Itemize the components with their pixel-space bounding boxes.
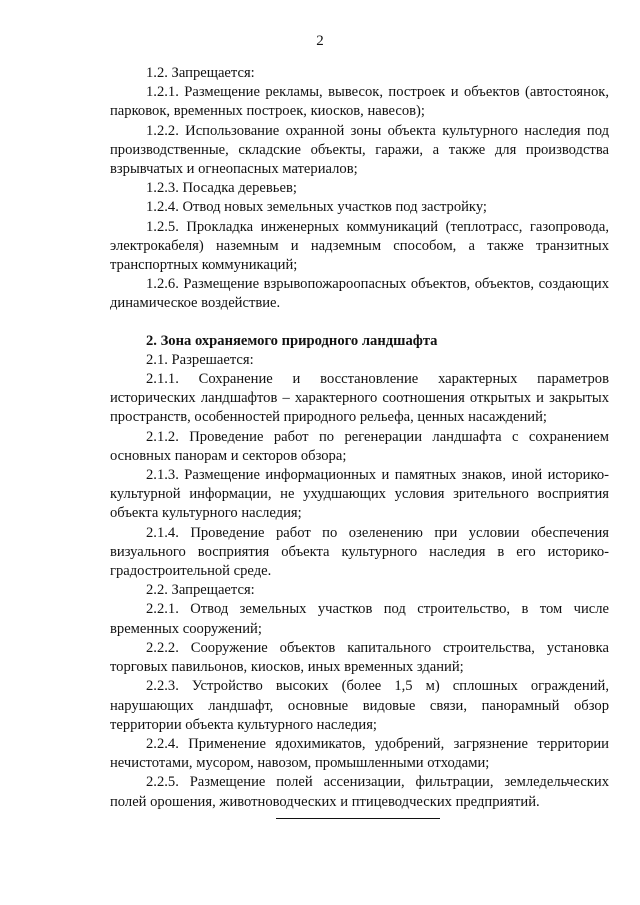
document-body	[110, 64, 609, 812]
clause-1-2-1: 1.2.1. Размещение рекламы, вывесок, построек и объектов (автостоянок, парковок, временных построек, киосков, навесов);	[110, 84, 609, 120]
section-2-heading: 2. Зона охраняемого природного ландшафта	[146, 332, 438, 349]
page-number: 2	[316, 33, 324, 49]
clause-1-2: 1.2. Запрещается:	[146, 65, 255, 81]
end-divider-line	[276, 818, 440, 819]
clause-2-1: 2.1. Разрешается:	[146, 351, 254, 368]
clause-2-2-1: 2.2.1. Отвод земельных участков под строительство, в том числе временных сооружений;	[110, 601, 609, 637]
clause-2-2-5: 2.2.5. Размещение полей ассенизации, фильтрации, земледельческих полей орошения, животноводческих и птицеводческих предприятий.	[110, 774, 609, 810]
clause-2-1-1: 2.1.1. Сохранение и восстановление характерных параметров исторических ландшафтов – характерного соотношения открытых и закрытых пространств, особенностей природного рельефа, ценных насаждений;	[110, 371, 609, 426]
clause-1-2-2: 1.2.2. Использование охранной зоны объекта культурного наследия под производственные, складские объекты, гаражи, а также для производства взрывчатых и огнеопасных материалов;	[110, 122, 609, 178]
clause-1-2-3: 1.2.3. Посадка деревьев;	[146, 180, 297, 197]
clause-2-2-4: 2.2.4. Применение ядохимикатов, удобрений, загрязнение территории нечистотами, мусором, навозом, промышленными отходами;	[110, 735, 609, 772]
clause-2-2-3: 2.2.3. Устройство высоких (более 1,5 м) сплошных ограждений, нарушающих ландшафт, основные видовые связи, панорамный обзор территории объекта культурного наследия;	[110, 678, 609, 733]
clause-2-1-3: 2.1.3. Размещение информационных и памятных знаков, иной историко-культурной информации, не ухудшающих условия зрительного восприятия объекта культурного наследия;	[110, 467, 609, 522]
clause-2-1-2: 2.1.2. Проведение работ по регенерации ландшафта с сохранением основных панорам и секторов обзора;	[110, 428, 609, 464]
clause-1-2-6: 1.2.6. Размещение взрывопожароопасных объектов, объектов, создающих динамическое воздействие.	[110, 276, 609, 312]
clause-1-2-4: 1.2.4. Отвод новых земельных участков под застройку;	[146, 199, 487, 216]
clause-2-1-4: 2.1.4. Проведение работ по озеленению при условии обеспечения визуального восприятия объекта культурного наследия в его историко-градостроительной среде.	[110, 524, 609, 580]
clause-2-2-2: 2.2.2. Сооружение объектов капитального строительства, установка торговых павильонов, киосков, иных временных зданий;	[110, 639, 609, 676]
clause-1-2-5: 1.2.5. Прокладка инженерных коммуникаций (теплотрасс, газопровода, электрокабеля) наземным и надземным способом, а также транзитных транспортных коммуникаций;	[110, 218, 609, 274]
clause-2-2: 2.2. Запрещается:	[146, 582, 255, 599]
